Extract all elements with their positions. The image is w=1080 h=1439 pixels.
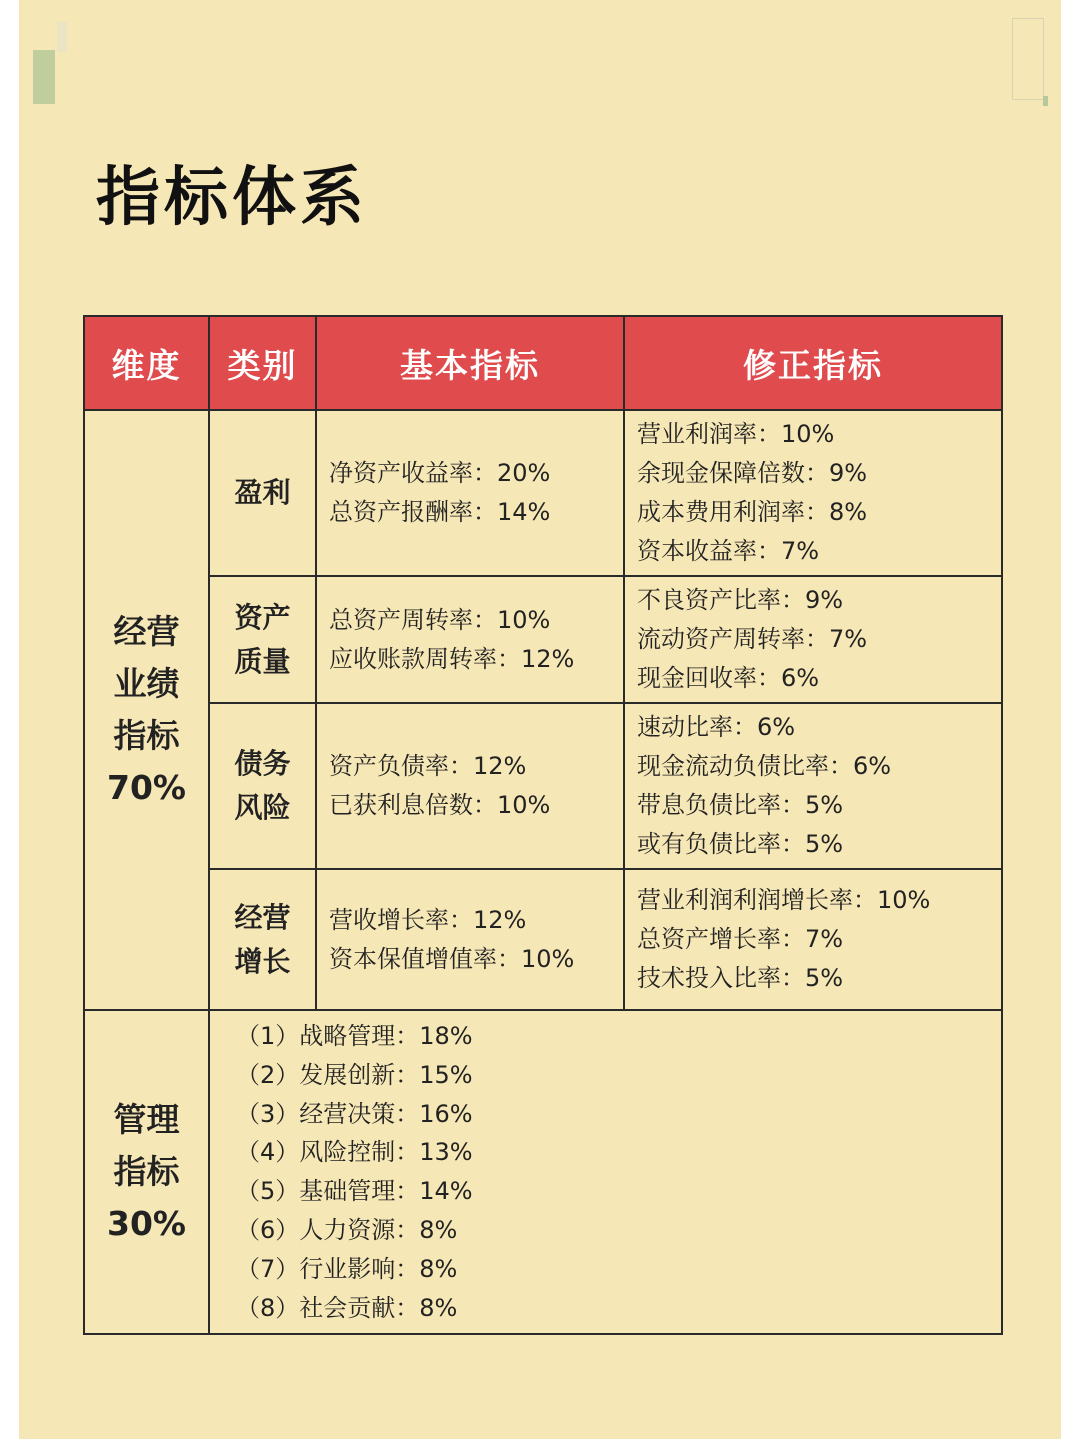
page-title: 指标体系 <box>96 161 368 235</box>
list-item: 总资产周转率：10% <box>329 605 551 634</box>
list-item: 速动比率：6% <box>637 713 796 741</box>
list-item: 现金回收率：6% <box>637 664 820 692</box>
list-item: 净资产收益率：20% <box>329 459 551 487</box>
table-row <box>84 869 1002 1010</box>
list-item: 营收增长率：12% <box>329 905 527 934</box>
list-item: （2）发展创新：15% <box>236 1060 473 1089</box>
list-item: 总资产增长率：7% <box>637 925 844 953</box>
list-item: 资产负债率：12% <box>329 752 527 780</box>
adjusted-indicators <box>624 576 1002 703</box>
list-item: （1）战略管理：18% <box>236 1022 473 1050</box>
table-row <box>84 1010 1002 1334</box>
decorative-frame <box>1012 18 1044 100</box>
category-profit <box>209 410 316 576</box>
list-item: （3）经营决策：16% <box>236 1099 473 1128</box>
dimension-label: 管理 <box>113 1100 180 1140</box>
adjusted-indicators <box>624 703 1002 869</box>
list-item: （5）基础管理：14% <box>236 1177 473 1206</box>
list-item: 资本保值增值率：10% <box>329 944 575 973</box>
table-row <box>84 576 1002 703</box>
decorative-tab <box>33 50 55 104</box>
category-label: 风险 <box>234 791 291 824</box>
header-category: 类别 <box>209 316 316 410</box>
list-item: 不良资产比率：9% <box>637 586 844 614</box>
list-item: 现金流动负债比率：6% <box>637 752 892 780</box>
list-item: 已获利息倍数：10% <box>329 791 551 819</box>
table-row <box>84 410 1002 576</box>
dimension-label: 业绩 <box>113 664 180 703</box>
decorative-tab <box>57 22 67 52</box>
dimension-label: 指标 <box>113 1152 180 1192</box>
category-operating-growth <box>209 869 316 1010</box>
basic-indicators <box>316 703 624 869</box>
adjusted-indicators <box>624 410 1002 576</box>
header-adjusted-indicators: 修正指标 <box>624 316 1002 410</box>
dimension-management <box>84 1010 209 1334</box>
list-item: 带息负债比率：5% <box>637 791 844 819</box>
list-item: 成本费用利润率：8% <box>637 498 868 526</box>
list-item: 流动资产周转率：7% <box>637 625 868 653</box>
list-item: （6）人力资源：8% <box>236 1215 458 1244</box>
adjusted-indicators <box>624 869 1002 1010</box>
table-header-row <box>84 316 1002 410</box>
category-label: 资产 <box>234 600 291 634</box>
dimension-operating <box>84 410 209 1010</box>
basic-indicators <box>316 576 624 703</box>
header-basic-indicators: 基本指标 <box>316 316 624 410</box>
list-item: （8）社会贡献：8% <box>236 1293 458 1322</box>
list-item: 营业利润利润增长率：10% <box>637 886 931 914</box>
category-debt-risk <box>209 703 316 869</box>
indicator-table <box>83 315 1003 1335</box>
dimension-weight: 70% <box>107 768 186 807</box>
dimension-label: 指标 <box>113 716 180 755</box>
header-dimension: 维度 <box>84 316 209 410</box>
category-label: 盈利 <box>234 476 291 509</box>
category-label: 经营 <box>234 900 291 934</box>
list-item: （4）风险控制：13% <box>236 1138 473 1167</box>
category-asset-quality <box>209 576 316 703</box>
dimension-weight: 30% <box>107 1204 186 1244</box>
list-item: 应收账款周转率：12% <box>329 644 575 673</box>
category-label: 增长 <box>234 944 291 978</box>
category-label: 债务 <box>234 747 291 780</box>
decorative-mark <box>1043 96 1048 106</box>
list-item: 资本收益率：7% <box>637 537 820 565</box>
basic-indicators <box>316 410 624 576</box>
table-row <box>84 703 1002 869</box>
list-item: 总资产报酬率：14% <box>329 498 551 526</box>
list-item: 技术投入比率：5% <box>637 964 844 992</box>
list-item: （7）行业影响：8% <box>236 1254 458 1283</box>
dimension-label: 经营 <box>113 612 180 651</box>
list-item: 或有负债比率：5% <box>637 830 844 858</box>
category-label: 质量 <box>234 644 291 678</box>
list-item: 余现金保障倍数：9% <box>637 459 868 487</box>
list-item: 营业利润率：10% <box>637 420 835 448</box>
management-indicators <box>209 1010 1002 1334</box>
basic-indicators <box>316 869 624 1010</box>
